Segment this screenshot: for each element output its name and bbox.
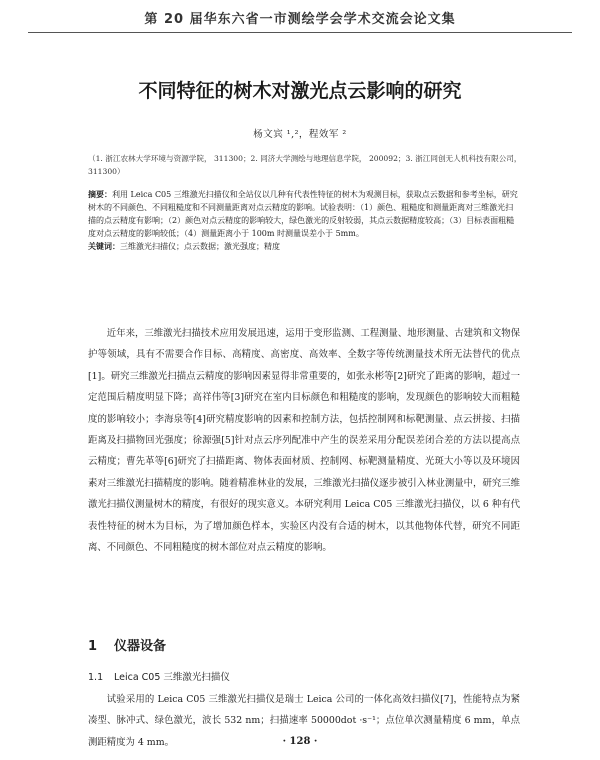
paper-title: 不同特征的树木对激光点云影响的研究 (138, 80, 462, 102)
header-divider (28, 32, 572, 33)
section-1-1-heading (88, 669, 230, 683)
section-1-heading (88, 635, 166, 654)
keywords-label: 关键词： (88, 241, 120, 251)
page-number: · 128 · (282, 736, 318, 747)
abstract-text: 利用 Leica C05 三维激光扫描仪和全站仪以几种有代表性特征的树木为观测目标，获取点云数据和参考坐标，研究树木的不同颜色、不同粗糙度和不同测量距离对点云精度的影响。试验表明：（1）颜色、粗糙度和测量距离对三维激光扫描的点云精度有影响；（2）颜色对点云精度的影响较大，绿色激光的反射较弱，其点云数据精度较高；（3）目标表面粗糙度对点云精度的影响较低；（4）测量距离小于 100m 时测量误差小于 5mm。 (88, 190, 518, 238)
section-1-1-paragraph: 试验采用的 Leica C05 三维激光扫描仪是瑞士 Leica 公司的一体化高效扫描仪[7]，性能特点为紧凑型、脉冲式、绿色激光，波长 532 nm；扫描速率 50000dot ·s⁻¹；点位单次测量精度 6 mm，单点测距精度为 4 mm。 (88, 694, 520, 748)
section-1-number: 1 (88, 639, 98, 654)
affiliation: （1. 浙江农林大学环境与资源学院， 311300；2. 同济大学测绘与地理信息学院， 200092；3. 浙江同创无人机科技有限公司， 311300） (88, 154, 522, 176)
intro-paragraph: 近年来，三维激光扫描技术应用发展迅速，运用于变形监测、工程测量、地形测量、古建筑和文物保护等领域，具有不需要合作目标、高精度、高密度、高效率、全数字等传统测量技术所无法替代的优点[1]。研究三维激光扫描点云精度的影响因素显得非常重要的，如张永彬等[2]研究了距离的影响，超过一定范围后精度明显下降；高祥伟等[3]研究在室内目标颜色和粗糙度的影响，发现颜色的影响较大而粗糙度的影响较小；李海泉等[4]研究精度影响的因素和控制方法，包括控制网和标靶测量、点云拼接、扫描距离及扫描物回光强度；徐源强[5]针对点云序列配准中产生的误差采用分配误差闭合差的方法以提高点云精度；曹先革等[6]研究了扫描距离、物体表面材质、控制网、标靶测量精度、光斑大小等以及环境因素对三维激光扫描精度的影响。随着精准林业的发展，三维激光扫描仪逐步被引入林业测量中，研究三维激光扫描仪测量树木的精度，有很好的现实意义。本研究利用 Leica C05 三维激光扫描仪，以 6 种有代表性特征的树木为目标，为了增加颜色样本，实验区内没有合适的树木，以其他物体代替，研究不同距离、不同颜色、不同粗糙度的树木部位对点云精度的影响。 (88, 328, 520, 554)
section-1-1-number: 1.1 (88, 672, 104, 683)
running-header: 第 20 届华东六省一市测绘学会学术交流会论文集 (144, 12, 456, 27)
section-1-title: 仪器设备 (114, 639, 167, 654)
keywords-text: 三维激光扫描仪；点云数据；激光强度；精度 (120, 242, 280, 251)
abstract-block (88, 188, 520, 253)
abstract-label: 摘要： (88, 189, 112, 199)
section-1-1-title: Leica C05 三维激光扫描仪 (114, 672, 230, 683)
authors: 杨文宾 ¹,²，程效军 ² (253, 129, 347, 140)
